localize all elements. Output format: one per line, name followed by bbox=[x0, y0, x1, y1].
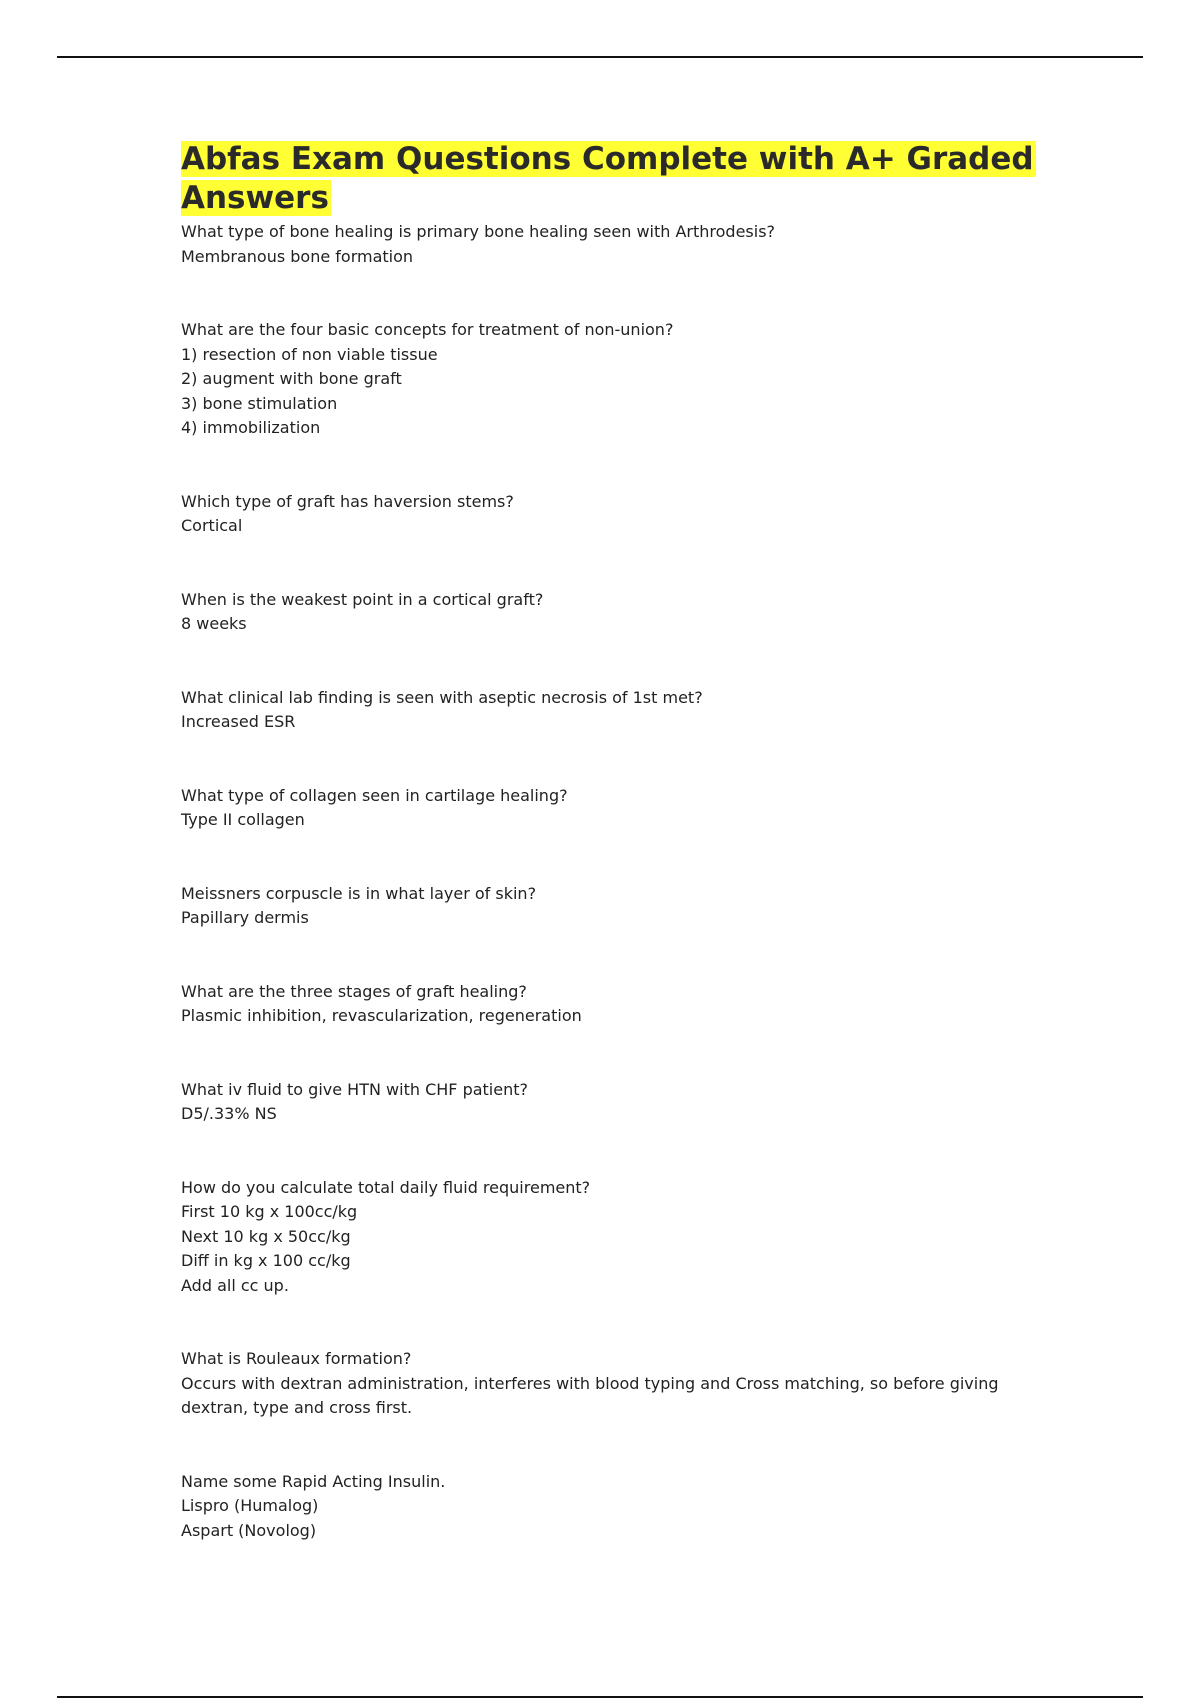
qa-item bbox=[181, 980, 1041, 1029]
question-text: What iv fluid to give HTN with CHF patient? bbox=[181, 1079, 528, 1099]
question-text: What clinical lab finding is seen with aseptic necrosis of 1st met? bbox=[181, 687, 703, 707]
question-text: What type of collagen seen in cartilage healing? bbox=[181, 785, 568, 805]
answer-line: First 10 kg x 100cc/kg bbox=[181, 1202, 358, 1221]
question-text: Name some Rapid Acting Insulin. bbox=[181, 1471, 446, 1491]
answer-line: 3) bone stimulation bbox=[181, 393, 338, 413]
document-title-text: Abfas Exam Questions Complete with A+ Graded Answers bbox=[181, 141, 1034, 216]
document-body bbox=[181, 140, 1041, 1592]
answer-line: Cortical bbox=[181, 516, 243, 535]
answer-line: Papillary dermis bbox=[181, 908, 309, 927]
question-text: Which type of graft has haversion stems? bbox=[181, 491, 514, 511]
document-title bbox=[181, 140, 1041, 218]
qa-item bbox=[181, 784, 1041, 833]
answer-line: Next 10 kg x 50cc/kg bbox=[181, 1226, 351, 1246]
answer-line: Diff in kg x 100 cc/kg bbox=[181, 1251, 351, 1270]
question-text: What is Rouleaux formation? bbox=[181, 1349, 412, 1368]
answer-line: 8 weeks bbox=[181, 614, 247, 633]
qa-list bbox=[181, 220, 1041, 1543]
answer-line: Lispro (Humalog) bbox=[181, 1496, 319, 1515]
qa-item bbox=[181, 882, 1041, 931]
qa-item bbox=[181, 686, 1041, 735]
answer-line: Plasmic inhibition, revascularization, regeneration bbox=[181, 1006, 582, 1025]
answer-line: 1) resection of non viable tissue bbox=[181, 344, 438, 364]
answer-line: Add all cc up. bbox=[181, 1275, 289, 1295]
answer-line: Membranous bone formation bbox=[181, 246, 414, 266]
question-text: How do you calculate total daily fluid requirement? bbox=[181, 1177, 591, 1197]
question-text: What are the four basic concepts for treatment of non-union? bbox=[181, 320, 674, 339]
answer-line: Increased ESR bbox=[181, 712, 296, 731]
qa-item bbox=[181, 1470, 1041, 1544]
answer-line: Occurs with dextran administration, interferes with blood typing and Cross matching, so before giving dextran, type and cross first. bbox=[181, 1373, 999, 1417]
qa-item bbox=[181, 1176, 1041, 1299]
answer-line: Type II collagen bbox=[181, 810, 305, 829]
page-top-rule bbox=[57, 56, 1143, 58]
qa-item bbox=[181, 220, 1041, 269]
answer-line: D5/.33% NS bbox=[181, 1104, 277, 1123]
qa-item bbox=[181, 588, 1041, 637]
qa-item bbox=[181, 490, 1041, 539]
question-text: Meissners corpuscle is in what layer of skin? bbox=[181, 883, 537, 903]
answer-line: Aspart (Novolog) bbox=[181, 1520, 317, 1540]
qa-item bbox=[181, 1347, 1041, 1421]
page-bottom-rule bbox=[57, 1696, 1143, 1698]
answer-line: 2) augment with bone graft bbox=[181, 369, 402, 388]
answer-line: 4) immobilization bbox=[181, 418, 321, 437]
qa-item bbox=[181, 1078, 1041, 1127]
question-text: What are the three stages of graft healing? bbox=[181, 981, 527, 1001]
qa-item bbox=[181, 318, 1041, 441]
question-text: What type of bone healing is primary bone healing seen with Arthrodesis? bbox=[181, 222, 776, 241]
question-text: When is the weakest point in a cortical graft? bbox=[181, 589, 544, 609]
